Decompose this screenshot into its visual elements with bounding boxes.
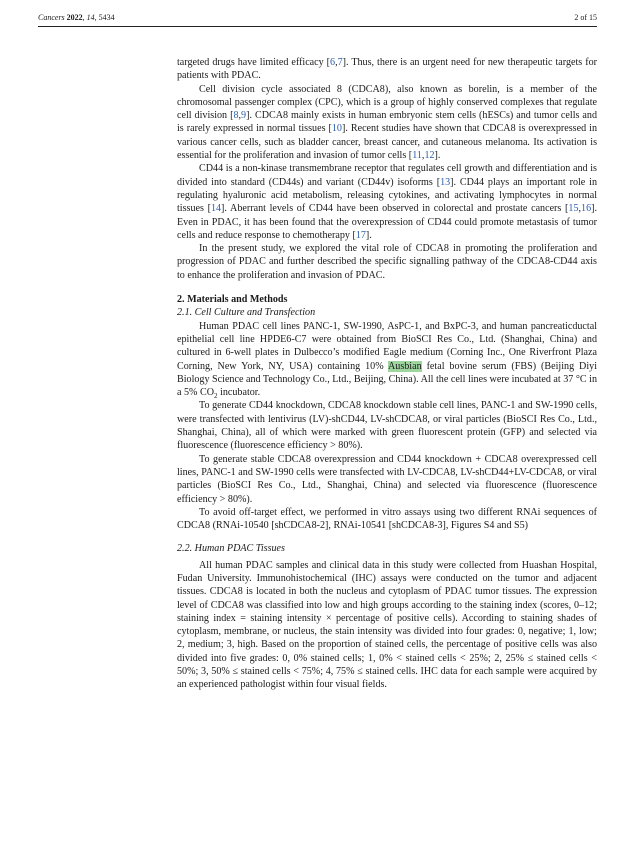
- paragraph-knockdown: To generate CD44 knockdown, CDCA8 knockdown stable cell lines, PANC-1 and SW-1990 cells, were transfected with lentivirus (LV)-shCD44, LV-shCDCA8, or viral particles (BioSCI Res Co., Ltd., Shanghai, China), all of which were marked with green fluorescent protein (GFP) and selected via fluorescence (fluorescence efficiency > 80%).: [177, 400, 597, 452]
- citation-link[interactable]: 17: [355, 229, 366, 241]
- citation-link[interactable]: 13: [440, 176, 451, 188]
- paragraph-present-study: In the present study, we explored the vital role of CDCA8 in promoting the proliferation and progression of PDAC and further described the specific signalling pathway of the CDCA8-CD44 axis to enhance the proliferation and invasion of PDAC.: [177, 243, 597, 281]
- paragraph-overexpression: To generate stable CDCA8 overexpression and CD44 knockdown + CDCA8 overexpressed cell lines, PANC-1 and SW-1990 cells were transfected with LV-CDCA8, LV-shCD44+LV-CDCA8, or viral particles (BioSCI Res Co., Ltd., Shanghai, China) and selected via fluorescence (fluorescence efficiency > 80%).: [177, 453, 597, 505]
- citation-link[interactable]: 8: [233, 110, 239, 122]
- paragraph-cd44: CD44 is a non-kinase transmembrane receptor that regulates cell growth and differentiation and is divided into standard (CD44s) and variant (CD44v) isoforms [13]. CD44 plays an important role in regulating hyaluronic acid metabolism, releasing cytokines, and activating lymphocytes in normal tissues [14]. Aberrant levels of CD44 have been observed in colorectal and prostate cancers [15,16]. Even in PDAC, it has been found that the overexpression of CD44 could promote metastasis of tumor cells and reduce response to chemotherapy [17].: [177, 163, 597, 241]
- subsection-heading: 2.1. Cell Culture and Transfection: [177, 307, 316, 319]
- citation-link[interactable]: 16: [581, 203, 592, 215]
- paragraph-cdca8: Cell division cycle associated 8 (CDCA8), also known as borelin, is a member of the chromosomal passenger complex (CPC), which is a group of highly conserved complexes that regulate cell division [8,9]. CDCA8 mainly exists in human embryonic stem cells (hESCs) and tumor cells and is rarely expressed in normal tissues [10]. Recent studies have shown that CDCA8 is overexpressed in various cancer cells, such as bladder cancer, breast cancer, and cutaneous melanoma. Its activation is essential for the proliferation and invasion of tumor cells [11,12].: [177, 83, 597, 162]
- citation-link[interactable]: 10: [331, 123, 342, 135]
- subsection-heading: 2.2. Human PDAC Tissues: [177, 543, 285, 555]
- page-number: 2 of 15: [574, 13, 597, 22]
- citation-link[interactable]: 7: [337, 57, 343, 68]
- citation-link[interactable]: 6: [330, 57, 336, 68]
- paragraph-cell-lines: Human PDAC cell lines PANC-1, SW-1990, AsPC-1, and BxPC-3, and human pancreaticductal epithelial cell line HPDE6-C7 were obtained from BioSCI Res Co., Ltd. (Shanghai, China) and cultured in 6-well plates in Dulbecco’s modified Eagle medium (Corning Inc., One Riverfront Plaza Corning, New York, NY, USA) containing 10% Ausbian fetal bovine serum (FBS) (Beijing Diyi Biology Science and Technology Co., Ltd., Beijing, China). All the cell lines were incubated at 37 °C in a 5% $CO_2$ incubator.: [177, 320, 598, 401]
- running-header: [38, 13, 597, 25]
- journal-citation: Cancers 2022, 14, 5434: [38, 13, 115, 22]
- citation-link[interactable]: 15: [568, 203, 579, 215]
- citation-link[interactable]: 9: [241, 110, 247, 122]
- paragraph-tissues: All human PDAC samples and clinical data in this study were collected from Huashan Hospital, Fudan University. Immunohistochemical (IHC) assays were conducted on the tumor and adjacent tissues. CDCA8 is located in both the nucleus and cytoplasm of PDAC tumor tissues. The expression level of CDCA8 was classified into low and high groups according to the staining index (scores, 0–12; staining index = staining intensity × percentage of positive cells). According to staining shades of cytoplasm, membrane, or nucleus, the stain intensity was divided into four grades: 0, negative; 1, low; 2, medium; 3, high. Based on the proportion of stained cells, the percentage of positive cells was also divided into five grades: 0, 0% stained cells; 1, 0% < stained cells < 25%; 2, 25% ≤ stained cells < 50%; 3, 50% ≤ stained cells < 75%; 4, 75% ≤ stained cells. IHC data for each sample were acquired by an experienced pathologist within four visual fields.: [177, 559, 597, 691]
- citation-link[interactable]: 14: [210, 203, 222, 215]
- highlighted-text: Ausbian: [387, 360, 422, 372]
- paragraph-intro-end: targeted drugs have limited efficacy [6,7]. Thus, there is an urgent need for new therapeutic targets for patients with PDAC.: [177, 57, 597, 82]
- header-rule: [38, 26, 597, 27]
- paragraph-rnai: To avoid off-target effect, we performed in vitro assays using two different RNAi sequences of CDCA8 (RNAi-10540 [shCDCA8-2], RNAi-10541 [shCDCA8-3], Figures S4 and S5): [177, 506, 597, 532]
- citation-link[interactable]: 12: [424, 150, 435, 162]
- section-heading: 2. Materials and Methods: [177, 294, 288, 306]
- article-body: [177, 56, 597, 692]
- citation-link[interactable]: 11: [412, 150, 422, 162]
